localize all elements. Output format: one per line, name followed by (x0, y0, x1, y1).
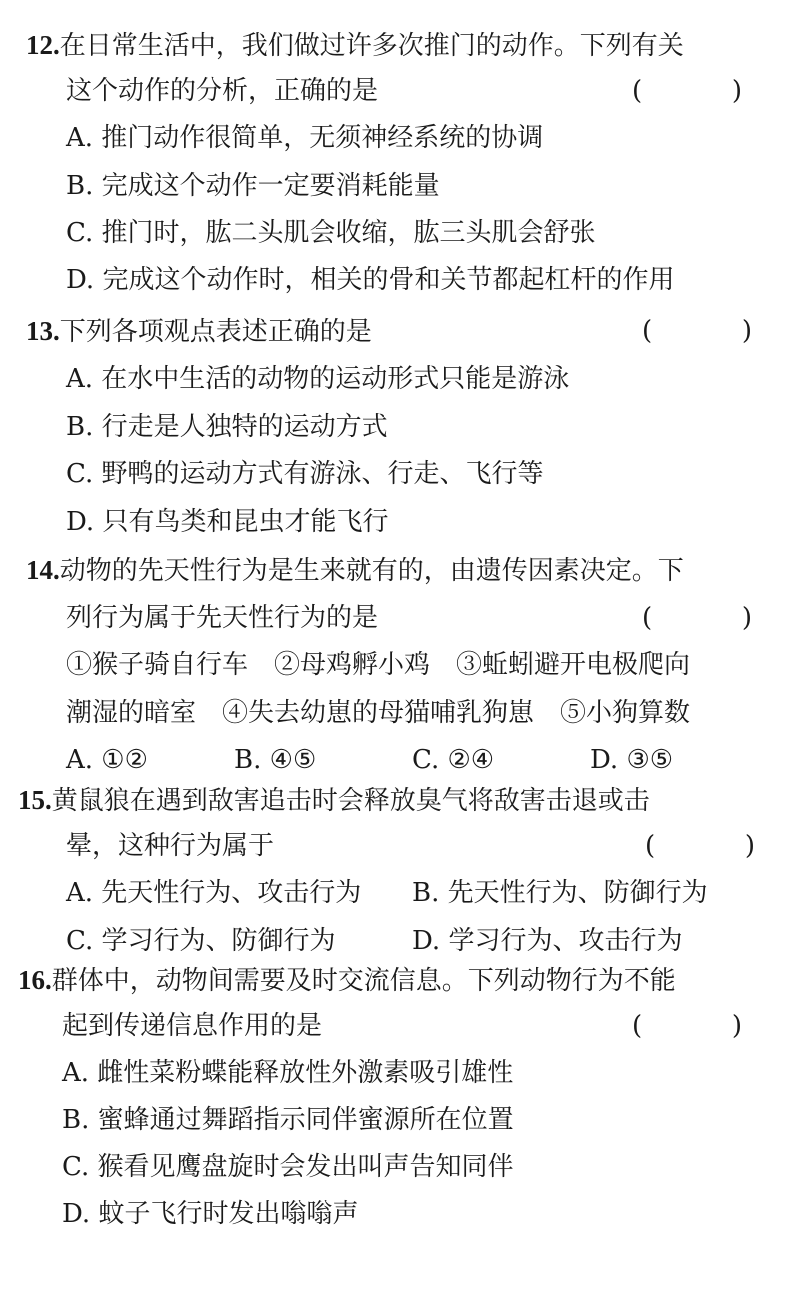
option-b: B. 行走是人独特的运动方式 (66, 412, 388, 442)
question-number: 15. (18, 785, 52, 815)
stem-text-continued: 晕，这种行为属于 (66, 831, 275, 861)
question-stem (18, 963, 676, 997)
option-b: B. 先天性行为、防御行为 (412, 878, 708, 908)
question-number: 16. (18, 965, 52, 995)
option-a: A. 推门动作很简单，无须神经系统的协调 (66, 123, 544, 153)
paren-close: ) (731, 76, 742, 106)
stem-text: 在日常生活中，我们做过许多次推门的动作。下列有关 (59, 31, 684, 61)
paren-close: ) (741, 316, 752, 346)
option-d: D. ③⑤ (590, 745, 674, 775)
behavior-items-continued: 潮湿的暗室 ④失去幼崽的母猫哺乳狗崽 ⑤小狗算数 (66, 698, 691, 728)
paren-open: ( (645, 831, 656, 861)
stem-text-continued: 起到传递信息作用的是 (62, 1011, 323, 1041)
question-number: 12. (26, 30, 60, 60)
question-stem (26, 314, 372, 348)
option-b: B. 蜜蜂通过舞蹈指示同伴蜜源所在位置 (62, 1105, 514, 1135)
answer-blank[interactable] (645, 829, 755, 863)
option-b: B. ④⑤ (234, 745, 317, 775)
option-c: C. 学习行为、防御行为 (66, 926, 336, 956)
question-stem (26, 553, 684, 587)
paren-close: ) (741, 603, 752, 633)
question-number: 13. (26, 316, 60, 346)
paren-open: ( (642, 316, 653, 346)
option-d: D. 完成这个动作时，相关的骨和关节都起杠杆的作用 (66, 265, 675, 295)
option-c: C. 野鸭的运动方式有游泳、行走、飞行等 (66, 459, 544, 489)
option-row (66, 924, 746, 958)
option-row (66, 743, 746, 777)
stem-text: 黄鼠狼在遇到敌害追击时会释放臭气将敌害击退或击 (51, 786, 650, 816)
option-c: C. 推门时，肱二头肌会收缩，肱三头肌会舒张 (66, 218, 596, 248)
option-c: C. ②④ (412, 745, 495, 775)
option-d: D. 只有鸟类和昆虫才能飞行 (66, 507, 389, 537)
option-d: D. 学习行为、攻击行为 (412, 926, 683, 956)
option-d: D. 蚊子飞行时发出嗡嗡声 (62, 1199, 359, 1229)
paren-close: ) (744, 831, 755, 861)
stem-text-continued: 列行为属于先天性行为的是 (66, 603, 379, 633)
paren-open: ( (632, 76, 643, 106)
paren-open: ( (642, 603, 653, 633)
option-a: A. ①② (66, 745, 148, 775)
answer-blank[interactable] (632, 1009, 742, 1043)
paren-open: ( (632, 1011, 643, 1041)
option-a: A. 雌性菜粉蝶能释放性外激素吸引雄性 (62, 1058, 514, 1088)
option-a: A. 在水中生活的动物的运动形式只能是游泳 (66, 364, 570, 394)
stem-text: 动物的先天性行为是生来就有的，由遗传因素决定。下 (59, 556, 684, 586)
option-a: A. 先天性行为、攻击行为 (66, 878, 362, 908)
answer-blank[interactable] (642, 601, 752, 635)
stem-text-continued: 这个动作的分析，正确的是 (66, 76, 379, 106)
option-c: C. 猴看见鹰盘旋时会发出叫声告知同伴 (62, 1152, 514, 1182)
option-row (66, 876, 746, 910)
stem-text: 群体中，动物间需要及时交流信息。下列动物行为不能 (51, 966, 676, 996)
question-stem (18, 783, 650, 817)
paren-close: ) (731, 1011, 742, 1041)
answer-blank[interactable] (642, 314, 752, 348)
option-b: B. 完成这个动作一定要消耗能量 (66, 171, 440, 201)
behavior-items: ①猴子骑自行车 ②母鸡孵小鸡 ③蚯蚓避开电极爬向 (66, 650, 691, 680)
answer-blank[interactable] (632, 74, 742, 108)
question-number: 14. (26, 555, 60, 585)
stem-text: 下列各项观点表述正确的是 (59, 317, 372, 347)
question-stem (26, 28, 684, 62)
